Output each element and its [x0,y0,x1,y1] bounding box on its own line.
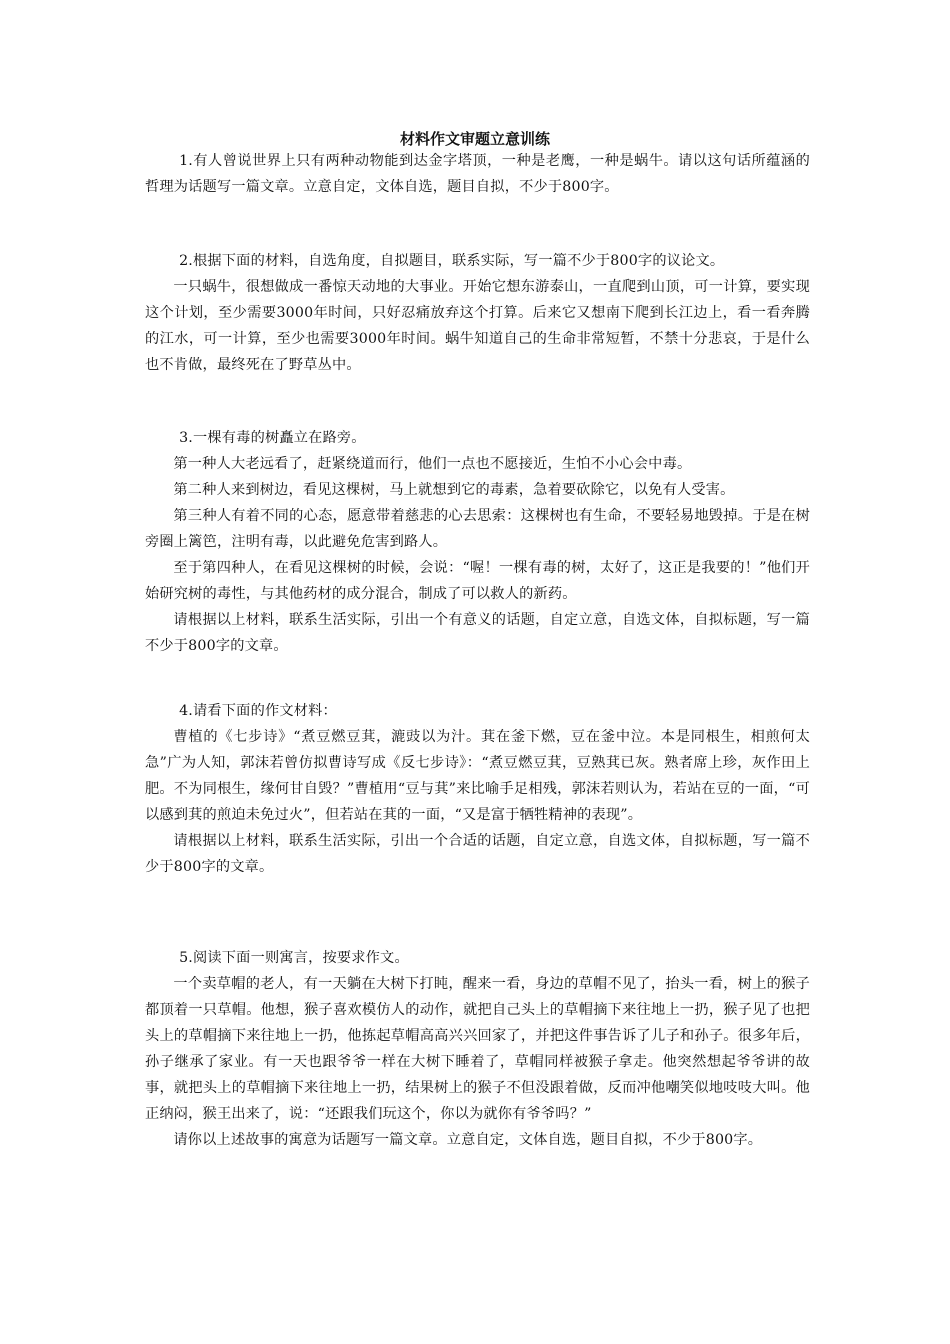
question-1-prompt: 1.有人曾说世界上只有两种动物能到达金字塔顶，一种是老鹰，一种是蜗牛。请以这句话所蕴涵的哲理为话题写一篇文章。立意自定，文体自选，题目自拟，不少于800字。 [145,153,810,195]
question-2 [145,248,810,378]
question-3-requirement: 请根据以上材料，联系生活实际，引出一个有意义的话题，自定立意，自选文体，自拟标题，写一篇不少于800字的文章。 [145,612,810,654]
question-3-paragraph: 第一种人大老远看了，赶紧绕道而行，他们一点也不愿接近，生怕不小心会中毒。 [173,456,692,472]
question-2-prompt: 2.根据下面的材料，自选角度，自拟题目，联系实际，写一篇不少于800字的议论文。 [179,253,725,269]
question-3 [145,425,810,659]
question-5-prompt: 5.阅读下面一则寓言，按要求作文。 [179,950,409,966]
question-3-prompt: 3.一棵有毒的树矗立在路旁。 [179,430,366,446]
question-3-paragraph: 第三种人有着不同的心态，愿意带着慈悲的心去思索：这棵树也有生命，不要轻易地毁掉。于是在树旁圈上篱笆，注明有毒，以此避免危害到路人。 [145,508,810,550]
question-3-paragraph: 至于第四种人，在看见这棵树的时候，会说：“喔！一棵有毒的树，太好了，这正是我要的！”他们开始研究树的毒性，与其他药材的成分混合，制成了可以救人的新药。 [145,560,810,602]
question-5-requirement: 请你以上述故事的寓意为话题写一篇文章。立意自定，文体自选，题目自拟，不少于800字。 [173,1132,763,1148]
question-4-material: 曹植的《七步诗》“煮豆燃豆萁，漉豉以为汁。萁在釜下燃，豆在釜中泣。本是同根生，相煎何太急”广为人知，郭沫若曾仿拟曹诗写成《反七步诗》：“煮豆燃豆萁，豆熟萁已灰。熟者席上珍，灰作田上肥。不为同根生，缘何甘自毁？”曹植用“豆与萁”来比喻手足相残，郭沫若则认为，若站在豆的一面，“可以感到萁的煎迫未免过火”，但若站在萁的一面，“又是富于牺牲精神的表现”。 [145,729,810,823]
question-4 [145,698,810,880]
question-4-prompt: 4.请看下面的作文材料： [179,703,337,719]
question-3-paragraph: 第二种人来到树边，看见这棵树，马上就想到它的毒素，急着要砍除它，以免有人受害。 [173,482,735,498]
question-1 [145,148,810,200]
question-2-material: 一只蜗牛，很想做成一番惊天动地的大事业。开始它想东游泰山，一直爬到山顶，可一计算，要实现这个计划，至少需要3000年时间，只好忍痛放弃这个打算。后来它又想南下爬到长江边上，看一看奔腾的江水，可一计算，至少也需要3000年时间。蜗牛知道自己的生命非常短暂，不禁十分悲哀，于是什么也不肯做，最终死在了野草丛中。 [145,279,810,373]
question-5-material: 一个卖草帽的老人，有一天躺在大树下打盹，醒来一看，身边的草帽不见了，抬头一看，树上的猴子都顶着一只草帽。他想，猴子喜欢模仿人的动作，就把自己头上的草帽摘下来往地上一扔，猴子见了也把头上的草帽摘下来往地上一扔，他拣起草帽高高兴兴回家了，并把这件事告诉了儿子和孙子。很多年后，孙子继承了家业。有一天也跟爷爷一样在大树下睡着了，草帽同样被猴子拿走。他突然想起爷爷讲的故事，就把头上的草帽摘下来往地上一扔，结果树上的猴子不但没跟着做，反而冲他嘲笑似地吱吱大叫。他正纳闷，猴王出来了，说：“还跟我们玩这个，你以为就你有爷爷吗？” [145,976,810,1122]
document-title: 材料作文审题立意训练 [399,130,550,148]
question-5 [145,945,810,1153]
question-4-requirement: 请根据以上材料，联系生活实际，引出一个合适的话题，自定立意，自选文体，自拟标题，写一篇不少于800字的文章。 [145,833,810,875]
